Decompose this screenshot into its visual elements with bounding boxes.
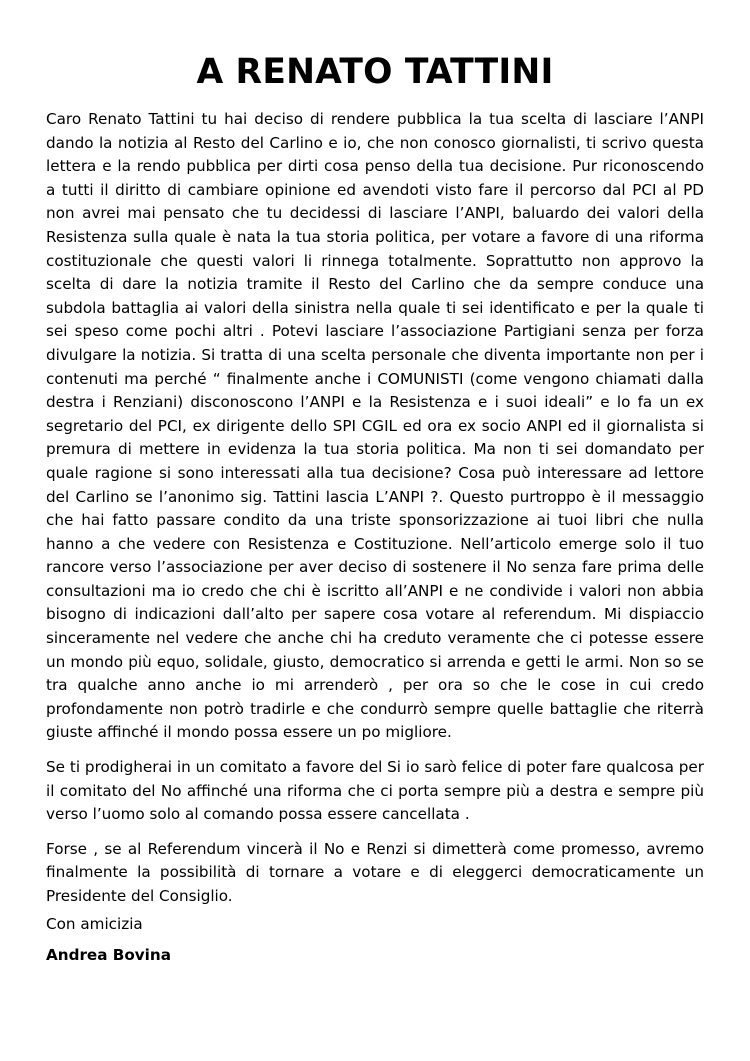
letter-body [46,108,704,920]
letter-paragraph: Forse , se al Referendum vincerà il No e Renzi si dimetterà come promesso, avremo finalmente la possibilità di tornare a votare e di eleggerci democraticamente un Presidente del Consiglio. [46,839,704,905]
letter-signature: Andrea Bovina [46,946,171,964]
letter-closing: Con amicizia [46,915,143,933]
letter-title: A RENATO TATTINI [196,52,554,92]
letter-paragraph: Caro Renato Tattini tu hai deciso di rendere pubblica la tua scelta di lasciare l’ANPI dando la notizia al Resto del Carlino e io, che non conosco giornalisti, ti scrivo questa lettera e la rendo pubblica per dirti cosa penso della tua decisione. Pur riconoscendo a tutti il diritto di cambiare opinione ed avendoti visto fare il percorso dal PCI al PD non avrei mai pensato che tu decidessi di lasciare l’ANPI, baluardo dei valori della Resistenza sulla quale è nata la tua storia politica, per votare a favore di una riforma costituzionale che questi valori li rinnega totalmente. Soprattutto non approvo la scelta di dare la notizia tramite il Resto del Carlino che da sempre conduce una subdola battaglia ai valori della sinistra nella quale ti sei identificato e per la quale ti sei speso come pochi altri . Potevi lasciare l’associazione Partigiani senza per forza divulgare la notizia. Si tratta di una scelta personale che diventa importante non per i contenuti ma perché “ finalmente anche i COMUNISTI (come vengono chiamati dalla destra i Renziani) disconoscono l’ANPI e la Resistenza e i suoi ideali” e lo fa un ex segretario del PCI, ex dirigente dello SPI CGIL ed ora ex socio ANPI ed il giornalista si premura di mettere in evidenza la tua storia politica. Ma non ti sei domandato per quale ragione si sono interessati alla tua decisione? Cosa può interessare ad lettore del Carlino se l’anonimo sig. Tattini lascia L’ANPI ?. Questo purtroppo è il messaggio che hai fatto passare condito da una triste sponsorizzazione ai tuoi libri che nulla hanno a che vedere con Resistenza e Costituzione. Nell’articolo emerge solo il tuo rancore verso l’associazione per aver deciso di sostenere il No senza fare prima delle consultazioni ma io credo che chi è iscritto all’ANPI e ne condivide i valori non abbia bisogno di indicazioni dall’alto per sapere cosa votare al referendum. Mi dispiaccio sinceramente nel vedere che anche chi ha creduto veramente che ci potesse essere un mondo più equo, solidale, giusto, democratico si arrenda e getti le armi. Non so se tra qualche anno anche io mi arrenderò , per ora so che le cose in cui credo profondamente non potrò tradirle e che condurrò sempre quelle battaglie che riterrà giuste affinché il mondo possa essere un po migliore. [46,110,704,742]
letter-paragraph: Se ti prodigherai in un comitato a favore del Si io sarò felice di poter fare qualcosa per il comitato del No affinché una riforma che ci porta sempre più a destra e sempre più verso l’uomo solo al comando possa essere cancellata . [46,758,704,824]
